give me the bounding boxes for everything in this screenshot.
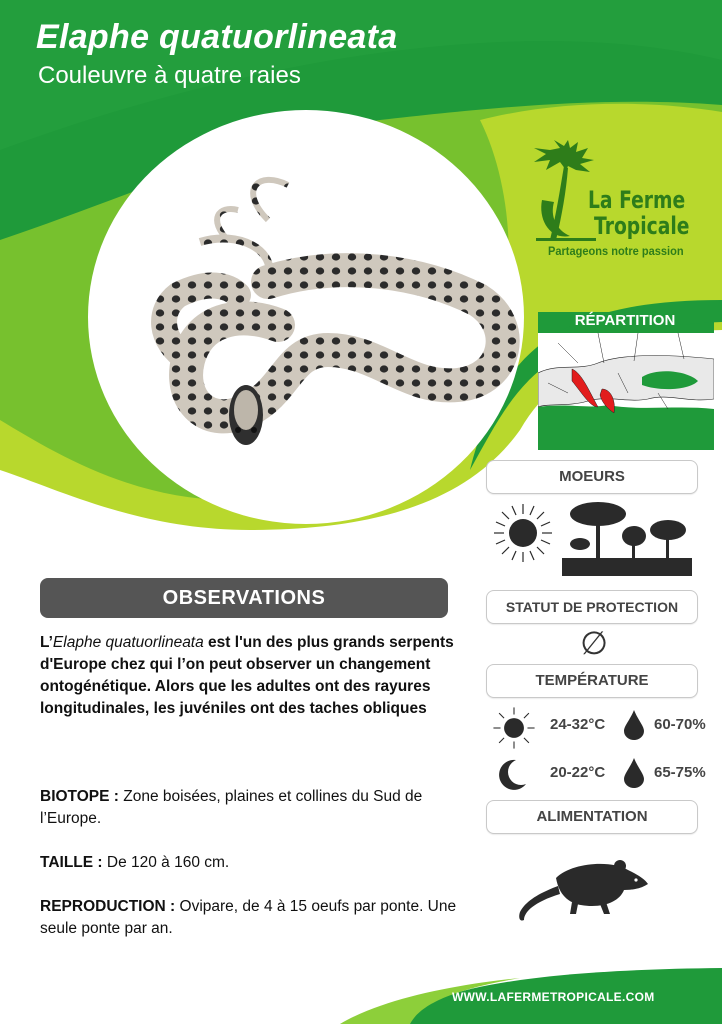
humidity-drop-icon — [624, 710, 644, 740]
website-link[interactable]: WWW.LAFERMETROPICALE.COM — [452, 990, 655, 1004]
reproduction-info — [40, 896, 470, 940]
observations-prefix: L’ — [40, 634, 53, 651]
reproduction-label: REPRODUCTION : — [40, 898, 176, 915]
observations-heading: OBSERVATIONS — [40, 578, 448, 618]
biotope-label: BIOTOPE : — [40, 788, 119, 805]
alimentation-pill: ALIMENTATION — [486, 800, 698, 834]
day-humidity: 60-70% — [654, 716, 706, 733]
moon-icon — [498, 758, 528, 790]
scientific-name: Elaphe quatuorlineata — [36, 18, 398, 56]
logo-tagline: Partageons notre passion — [548, 244, 684, 258]
day-temperature: 24-32°C — [550, 716, 606, 733]
sun-icon — [492, 502, 554, 564]
logo-line1: La Ferme — [588, 186, 686, 214]
biotope-info — [40, 786, 470, 830]
taille-info — [40, 852, 470, 874]
observations-text — [40, 632, 460, 720]
moeurs-pill: MOEURS — [486, 460, 698, 494]
temperature-pill: TEMPÉRATURE — [486, 664, 698, 698]
protection-pill: STATUT DE PROTECTION — [486, 590, 698, 624]
observations-body: est l'un des plus grands serpents d'Europe chez qui l’on peut observer un changement ontogénétique. Alors que les adultes ont des rayures longitudinales, les juvéniles ont des taches obliques — [40, 634, 454, 717]
humidity-drop-icon — [624, 758, 644, 788]
repartition-title: RÉPARTITION — [574, 312, 676, 329]
night-temperature: 20-22°C — [550, 764, 606, 781]
biotope-value: Zone boisées, plaines et collines du Sud de l’Europe. — [40, 788, 423, 827]
distribution-map — [538, 333, 714, 445]
common-name: Couleuvre à quatre raies — [38, 62, 301, 89]
taille-value: De 120 à 160 cm. — [102, 854, 230, 871]
reproduction-value: Ovipare, de 4 à 15 oeufs par ponte. Une seule ponte par an. — [40, 898, 457, 937]
day-sun-icon — [492, 706, 536, 750]
protection-value: ∅ — [580, 625, 608, 661]
night-humidity: 65-75% — [654, 764, 706, 781]
snake-photo — [88, 110, 524, 524]
logo-line2: Tropicale — [594, 212, 690, 240]
trees-icon — [562, 496, 692, 576]
taille-label: TAILLE : — [40, 854, 103, 871]
observations-species: Elaphe quatuorlineata — [52, 634, 204, 651]
rat-icon — [512, 856, 652, 928]
